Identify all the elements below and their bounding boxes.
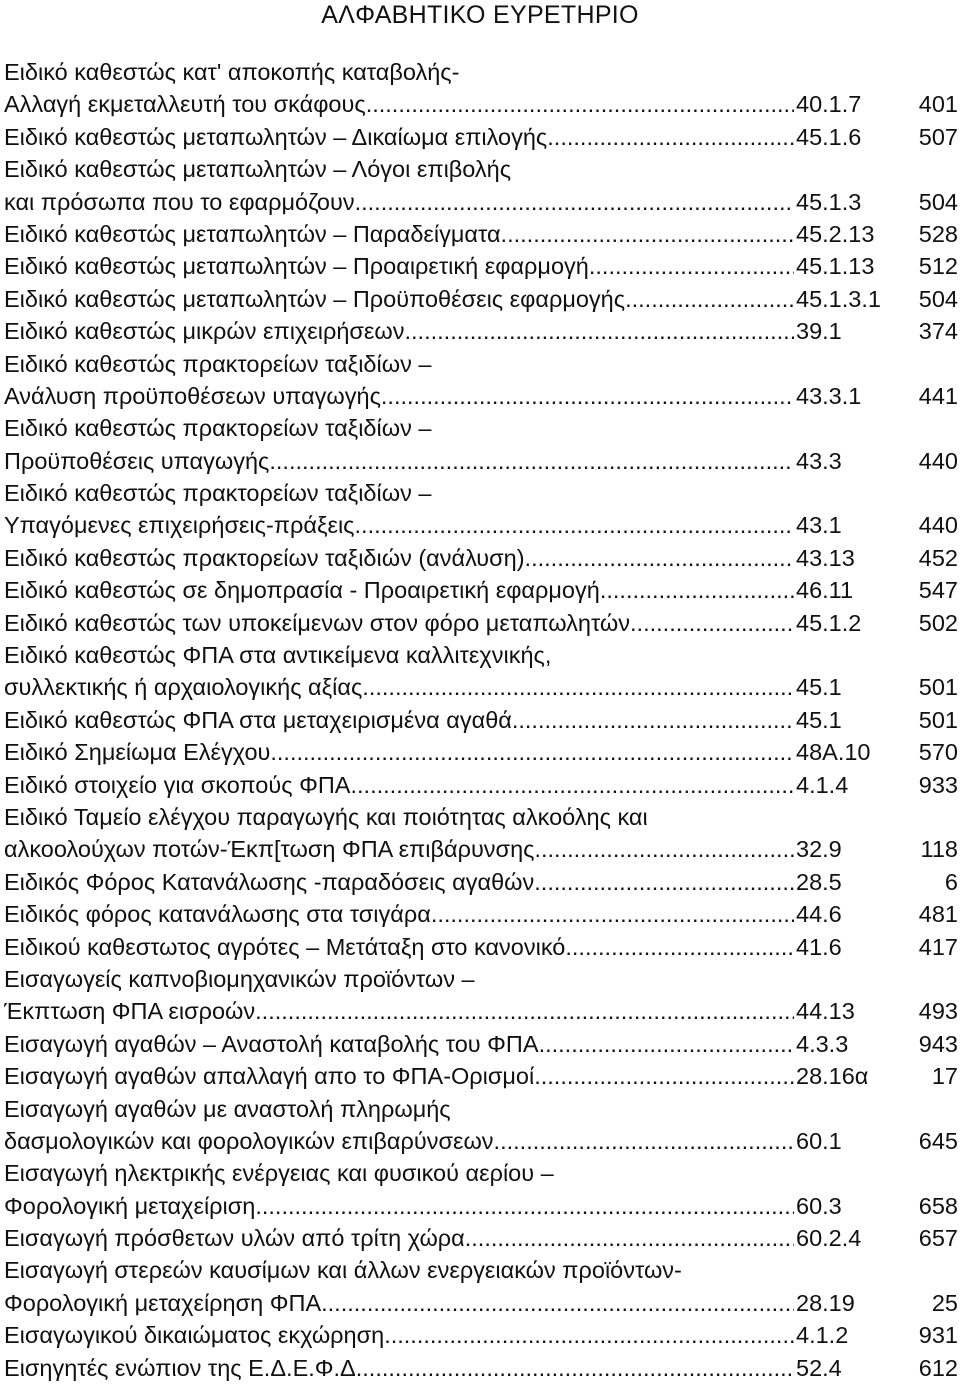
entry-text: Ειδικός Φόρος Κατανάλωσης -παραδόσεις αγαθών — [4, 868, 535, 895]
entry-text: Ειδικό καθεστώς σε δημοπρασία - Προαιρετική εφαρμογή — [4, 577, 600, 604]
entry-text: Φορολογική μεταχείριση — [4, 1192, 256, 1219]
entry-section-number: 44.6 — [796, 901, 842, 928]
entry-page-number: 441 — [918, 382, 958, 409]
index-entry — [4, 348, 958, 380]
entry-text: Ειδικό καθεστώς μεταπωλητών – Προαιρετική εφαρμογή — [4, 253, 589, 280]
entry-section-number: 32.9 — [796, 836, 842, 863]
entry-text: και πρόσωπα που το εφαρμόζουν — [4, 188, 355, 215]
entry-section-number: 45.1 — [796, 674, 842, 701]
index-entry — [4, 186, 958, 218]
entry-section-number: 43.3.1 — [796, 382, 862, 409]
dot-leader — [534, 1060, 794, 1092]
index-entry — [4, 931, 958, 963]
index-entry — [4, 1093, 958, 1125]
entry-section-number: 60.2.4 — [796, 1225, 862, 1252]
dot-leader — [525, 542, 794, 574]
entry-text: Εισαγωγείς καπνοβιομηχανικών προϊόντων – — [4, 965, 475, 992]
entry-page-number: 504 — [918, 285, 958, 312]
entry-section-number: 43.3 — [796, 447, 842, 474]
dot-leader — [534, 833, 794, 865]
entry-page-number: 570 — [918, 739, 958, 766]
index-entry — [4, 963, 958, 995]
index-entry — [4, 736, 958, 768]
entry-section-number: 45.1 — [796, 706, 842, 733]
entry-page-number: 481 — [918, 901, 958, 928]
index-entry — [4, 607, 958, 639]
entry-text: Εισαγωγή πρόσθετων υλών από τρίτη χώρα — [4, 1225, 465, 1252]
entry-page-number: 502 — [918, 609, 958, 636]
entry-section-number: 45.2.13 — [796, 220, 875, 247]
entry-page-number: 645 — [918, 1127, 958, 1154]
entry-section-number: 46.11 — [796, 577, 854, 604]
entry-section-number: 45.1.2 — [796, 609, 862, 636]
entry-section-number: 4.3.3 — [796, 1030, 849, 1057]
entry-page-number: 512 — [918, 253, 958, 280]
entry-section-number: 45.1.3 — [796, 188, 862, 215]
index-entry — [4, 1060, 958, 1092]
dot-leader — [512, 704, 794, 736]
dot-leader — [465, 1222, 794, 1254]
index-entry — [4, 250, 958, 282]
entry-text: Φορολογική μεταχείρηση ΦΠΑ — [4, 1289, 322, 1316]
index-entry — [4, 671, 958, 703]
page-title: ΑΛΦΑΒΗΤΙΚΟ ΕΥΡΕΤΗΡΙΟ — [321, 1, 639, 29]
entry-page-number: 440 — [918, 512, 958, 539]
entry-text: Έκπτωση ΦΠΑ εισροών — [4, 998, 256, 1025]
entry-page-number: 493 — [918, 998, 958, 1025]
dot-leader — [630, 607, 794, 639]
index-entry — [4, 283, 958, 315]
dot-leader — [381, 380, 794, 412]
entry-section-number: 41.6 — [796, 933, 842, 960]
index-entry — [4, 1254, 958, 1286]
dot-leader — [625, 283, 794, 315]
entry-page-number: 658 — [918, 1192, 958, 1219]
entry-page-number: 17 — [931, 1063, 958, 1090]
entry-page-number: 504 — [918, 188, 958, 215]
entry-text: Ειδικό Σημείωμα Ελέγχου — [4, 739, 271, 766]
entry-section-number: 4.1.2 — [796, 1322, 849, 1349]
dot-leader — [255, 995, 794, 1027]
index-entry — [4, 509, 958, 541]
entry-text: Ανάλυση προϋποθέσεων υπαγωγής — [4, 382, 381, 409]
entry-text: Εισαγωγικού δικαιώματος εκχώρηση — [4, 1322, 385, 1349]
index-entry — [4, 1190, 958, 1222]
entry-text: Ειδικό καθεστώς μεταπωλητών – Λόγοι επιβολής — [4, 156, 512, 183]
entry-text: Εισαγωγή ηλεκτρικής ενέργειας και φυσικού αερίου – — [4, 1160, 554, 1187]
index-entry — [4, 1028, 958, 1060]
dot-leader — [255, 1190, 794, 1222]
entry-text: Αλλαγή εκμεταλλευτή του σκάφους — [4, 91, 366, 118]
entry-text: Εισαγωγή στερεών καυσίμων και άλλων ενεργειακών προϊόντων- — [4, 1257, 682, 1284]
entry-page-number: 374 — [918, 318, 958, 345]
entry-text: Ειδικό καθεστώς πρακτορείων ταξιδίων – — [4, 480, 432, 507]
index-entry — [4, 542, 958, 574]
index-entry — [4, 56, 958, 88]
entry-section-number: 28.19 — [796, 1289, 855, 1316]
entry-section-number: 45.1.13 — [796, 253, 875, 280]
dot-leader — [355, 186, 794, 218]
entry-text: Ειδικός φόρος κατανάλωσης στα τσιγάρα — [4, 901, 431, 928]
entry-text: συλλεκτικής ή αρχαιολογικής αξίας — [4, 674, 363, 701]
entry-section-number: 48Α.10 — [796, 739, 871, 766]
entry-text: Ειδικό καθεστώς μικρών επιχειρήσεων — [4, 318, 405, 345]
entry-section-number: 39.1 — [796, 318, 842, 345]
dot-leader — [362, 671, 794, 703]
entry-text: αλκοολούχων ποτών-Έκπ[τωση ΦΠΑ επιβάρυνσης — [4, 836, 535, 863]
entry-page-number: 25 — [931, 1289, 958, 1316]
index-entry — [4, 315, 958, 347]
index-entry — [4, 153, 958, 185]
entry-section-number: 43.1 — [796, 512, 842, 539]
index-entry — [4, 801, 958, 833]
index-entry — [4, 704, 958, 736]
entry-page-number: 417 — [918, 933, 958, 960]
entry-section-number: 44.13 — [796, 998, 855, 1025]
index-entry — [4, 445, 958, 477]
entry-text: Υπαγόμενες επιχειρήσεις-πράξεις — [4, 512, 355, 539]
index-entry — [4, 1352, 958, 1384]
index-entry — [4, 1125, 958, 1157]
entry-section-number: 40.1.7 — [796, 91, 862, 118]
dot-leader — [269, 445, 794, 477]
dot-leader — [494, 1125, 794, 1157]
dot-leader — [362, 1352, 794, 1384]
entry-text: Εισαγωγή αγαθών – Αναστολή καταβολής του ΦΠΑ — [4, 1030, 539, 1057]
entry-text: Ειδικό καθεστώς πρακτορείων ταξιδίων – — [4, 415, 432, 442]
entry-text: Εισαγωγή αγαθών με αναστολή πληρωμής — [4, 1095, 451, 1122]
entry-text: Ειδικό καθεστώς μεταπωλητών – Προϋποθέσεις εφαρμογής — [4, 285, 626, 312]
entry-page-number: 547 — [918, 577, 958, 604]
entry-text: Εισαγωγή αγαθών απαλλαγή απο το ΦΠΑ-Ορισμοί — [4, 1063, 535, 1090]
index-entry — [4, 833, 958, 865]
entry-page-number: 440 — [918, 447, 958, 474]
dot-leader — [270, 736, 794, 768]
entry-text: Ειδικό καθεστώς κατ' αποκοπής καταβολής- — [4, 59, 460, 85]
entry-text: Προϋποθέσεις υπαγωγής — [4, 447, 270, 474]
entry-text: Ειδικού καθεστωτος αγρότες – Μετάταξη στο κανονικό — [4, 933, 566, 960]
index-entry — [4, 866, 958, 898]
index-entry — [4, 898, 958, 930]
entry-text: Ειδικό καθεστώς των υποκείμενων στον φόρο μεταπωλητών — [4, 609, 631, 636]
index-entry — [4, 477, 958, 509]
index-entry — [4, 88, 958, 120]
dot-leader — [501, 218, 794, 250]
index-entry — [4, 639, 958, 671]
entry-page-number: 931 — [918, 1322, 958, 1349]
entry-page-number: 501 — [918, 706, 958, 733]
entry-section-number: 60.1 — [796, 1127, 842, 1154]
index-entry — [4, 769, 958, 801]
entry-text: Ειδικό Ταμείο ελέγχου παραγωγής και ποιότητας αλκοόλης και — [4, 803, 648, 830]
entry-text: Εισηγητές ενώπιον της Ε.Δ.Ε.Φ.Δ. — [4, 1354, 363, 1381]
dot-leader — [350, 769, 794, 801]
index-entry — [4, 412, 958, 444]
dot-leader — [355, 509, 794, 541]
entry-page-number: 528 — [918, 220, 958, 247]
dot-leader — [366, 88, 794, 120]
index-entry — [4, 1319, 958, 1351]
entry-page-number: 118 — [920, 836, 958, 863]
entry-text: δασμολογικών και φορολογικών επιβαρύνσεων — [4, 1127, 494, 1154]
entry-section-number: 52.4 — [796, 1354, 842, 1381]
index-entry — [4, 1157, 958, 1189]
index-entry — [4, 1287, 958, 1319]
index-entry — [4, 380, 958, 412]
dot-leader — [384, 1319, 794, 1351]
dot-leader — [539, 1028, 794, 1060]
entry-section-number: 60.3 — [796, 1192, 842, 1219]
index-entry — [4, 121, 958, 153]
dot-leader — [547, 121, 794, 153]
dot-leader — [404, 315, 794, 347]
entry-page-number: 933 — [918, 771, 958, 798]
entry-page-number: 6 — [944, 868, 958, 895]
entry-page-number: 401 — [918, 91, 958, 118]
entry-page-number: 612 — [918, 1354, 958, 1381]
dot-leader — [431, 898, 794, 930]
dot-leader — [565, 931, 794, 963]
dot-leader — [534, 866, 794, 898]
entry-text: Ειδικό καθεστώς μεταπωλητών – Δικαίωμα επιλογής — [4, 123, 548, 150]
entry-text: Ειδικό καθεστώς πρακτορείων ταξιδίων – — [4, 350, 432, 377]
entry-section-number: 45.1.3.1 — [796, 285, 881, 312]
entry-page-number: 501 — [918, 674, 958, 701]
entry-page-number: 657 — [918, 1225, 958, 1252]
dot-leader — [321, 1287, 794, 1319]
dot-leader — [589, 250, 794, 282]
entry-page-number: 943 — [918, 1030, 958, 1057]
entry-page-number: 507 — [918, 123, 958, 150]
index-list — [4, 56, 958, 1384]
entry-section-number: 28.5 — [796, 868, 842, 895]
entry-text: Ειδικό στοιχείο για σκοπούς ΦΠΑ — [4, 771, 351, 798]
entry-text: Ειδικό καθεστώς μεταπωλητών – Παραδείγματα — [4, 220, 501, 247]
index-entry — [4, 218, 958, 250]
entry-section-number: 4.1.4 — [796, 771, 849, 798]
index-entry — [4, 574, 958, 606]
entry-section-number: 28.16α — [796, 1063, 869, 1090]
entry-text: Ειδικό καθεστώς ΦΠΑ στα μεταχειρισμένα αγαθά — [4, 706, 512, 733]
entry-section-number: 45.1.6 — [796, 123, 862, 150]
entry-text: Ειδικό καθεστώς ΦΠΑ στα αντικείμενα καλλιτεχνικής, — [4, 642, 552, 669]
entry-section-number: 43.13 — [796, 544, 855, 571]
entry-page-number: 452 — [918, 544, 958, 571]
dot-leader — [600, 574, 794, 606]
entry-text: Ειδικό καθεστώς πρακτορείων ταξιδιών (ανάλυση) — [4, 544, 525, 571]
index-entry — [4, 1222, 958, 1254]
index-entry — [4, 995, 958, 1027]
